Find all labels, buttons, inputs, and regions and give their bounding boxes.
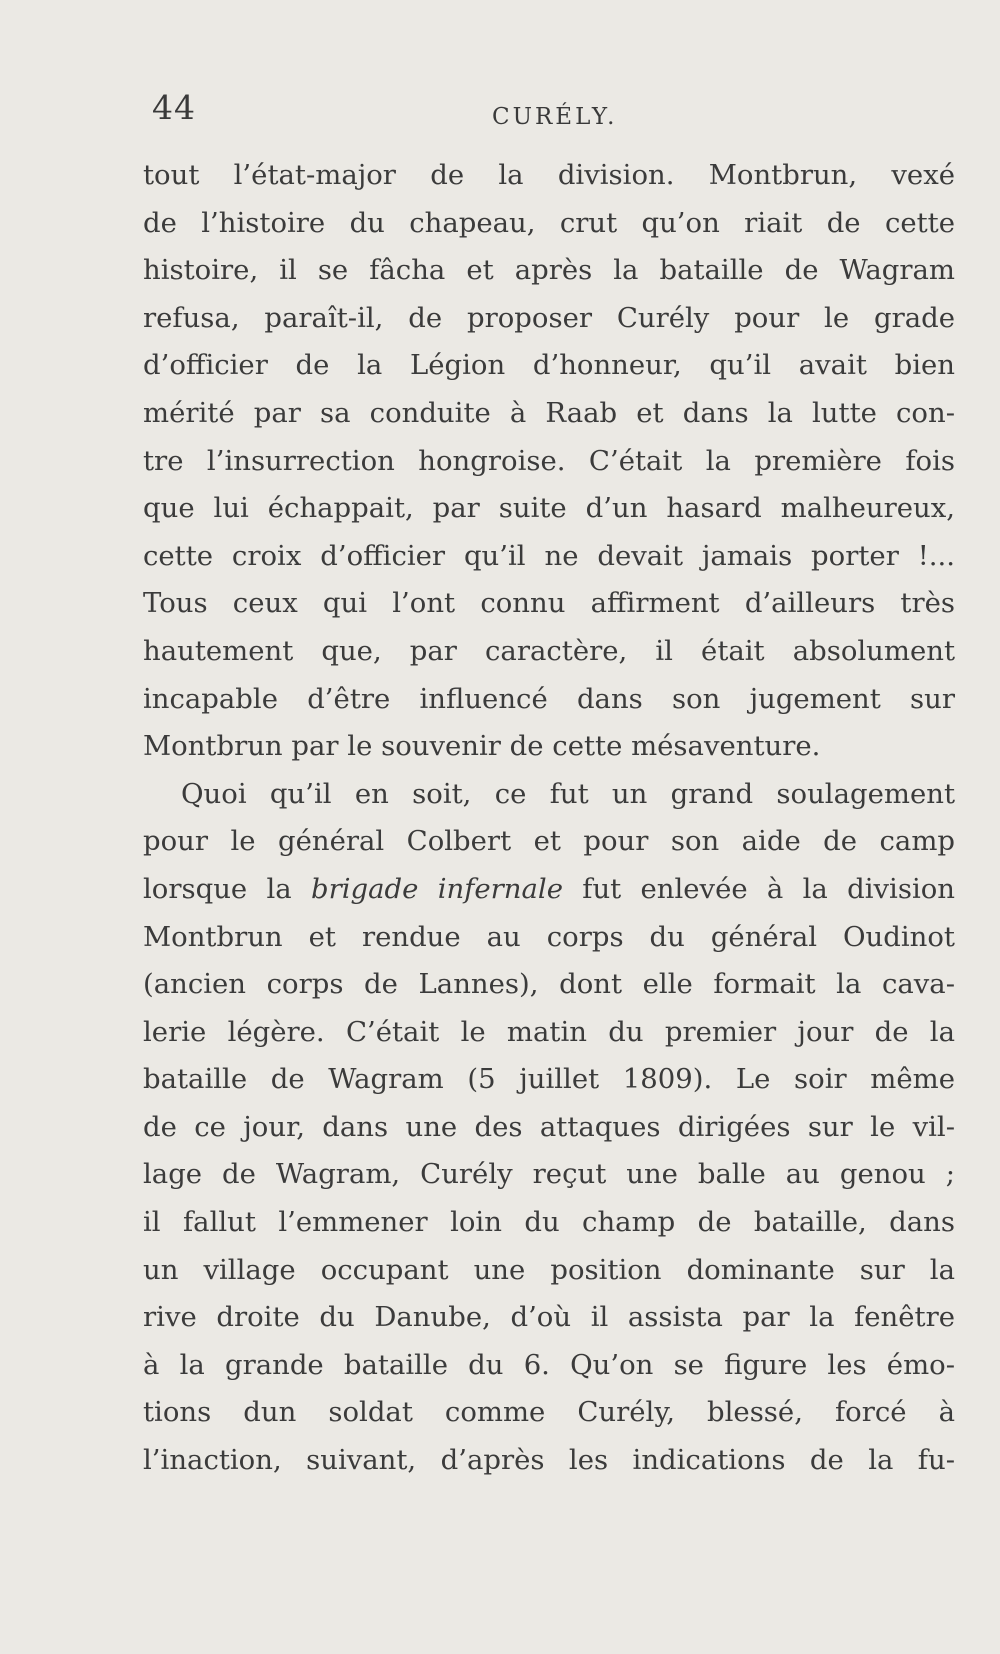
text-segment: fut enlevée à la division [562,872,955,905]
text-line: hautement que, par caractère, il était absolument [143,634,955,667]
page-header [152,88,952,136]
paragraph-end-line: Montbrun par le souvenir de cette mésaventure. [143,730,821,763]
text-line: mérité par sa conduite à Raab et dans la lutte con- [143,396,955,429]
text-line: incapable d’être influencé dans son jugement sur [143,682,955,715]
text-line: bataille de Wagram (5 juillet 1809). Le soir même [143,1063,955,1096]
text-line: histoire, il se fâcha et après la bataille de Wagram [143,254,955,287]
text-line: à la grande bataille du 6. Qu’on se figure les émo- [143,1348,955,1381]
text-line: tions dun soldat comme Curély, blessé, forcé à [143,1396,955,1429]
text-line-with-italic [143,866,955,914]
text-line: d’officier de la Légion d’honneur, qu’il avait bien [143,349,955,382]
text-line: l’inaction, suivant, d’après les indications de la fu- [143,1444,955,1477]
text-line: tre l’insurrection hongroise. C’était la première fois [143,444,955,477]
italic-phrase: brigade infernale [310,872,563,905]
page-number: 44 [152,88,196,127]
text-line: cette croix d’officier qu’il ne devait jamais porter !... [143,539,955,572]
text-line: (ancien corps de Lannes), dont elle formait la cava- [143,968,955,1001]
text-line: lerie légère. C’était le matin du premier jour de la [143,1015,955,1048]
text-line: lage de Wagram, Curély reçut une balle au genou ; [143,1158,955,1191]
text-line: refusa, paraît-il, de proposer Curély pour le grade [143,301,955,334]
text-line: de l’histoire du chapeau, crut qu’on riait de cette [143,206,955,239]
text-line: pour le général Colbert et pour son aide de camp [143,825,955,858]
text-line: de ce jour, dans une des attaques dirigées sur le vil- [143,1110,955,1143]
running-head: CURÉLY. [492,104,618,130]
text-line: Montbrun et rendue au corps du général Oudinot [143,920,955,953]
text-line: rive droite du Danube, d’où il assista par la fenêtre [143,1301,955,1334]
text-line: que lui échappait, par suite d’un hasard malheureux, [143,492,955,525]
text-line: Tous ceux qui l’ont connu affirment d’ailleurs très [143,587,955,620]
text-line: il fallut l’emmener loin du champ de bataille, dans [143,1206,955,1239]
text-line: un village occupant une position dominante sur la [143,1253,955,1286]
text-segment: lorsque la [143,872,311,905]
text-line: tout l’état-major de la division. Montbrun, vexé [143,159,955,191]
paragraph-start-line: Quoi qu’il en soit, ce fut un grand soulagement [181,777,955,810]
body-text [143,152,955,1485]
